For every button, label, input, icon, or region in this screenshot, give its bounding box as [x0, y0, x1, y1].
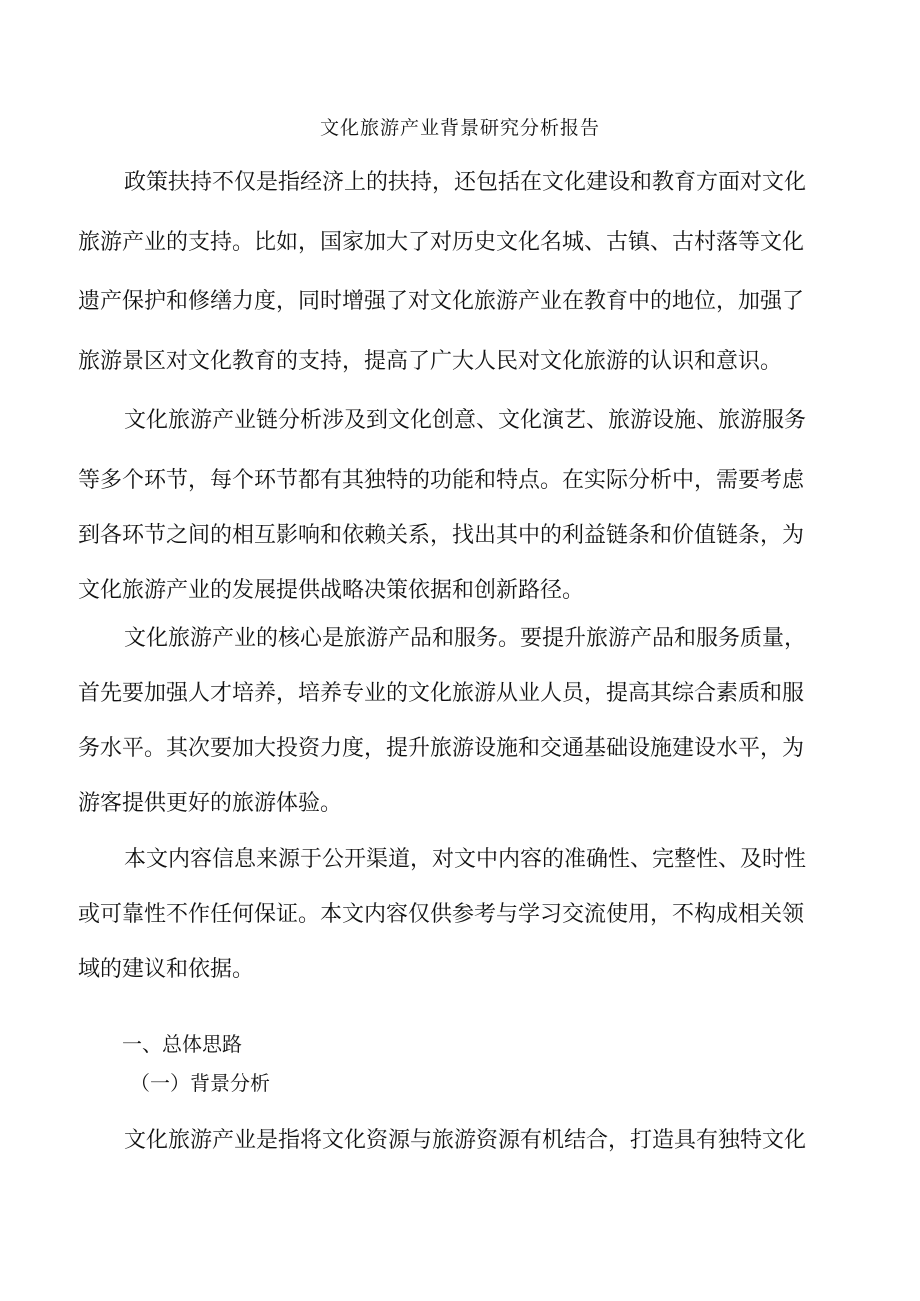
- paragraph-4-line-2: 或可靠性不作任何保证。本文内容仅供参考与学习交流使用，不构成相关领: [78, 902, 805, 927]
- paragraph-4-line-1: 本文内容信息来源于公开渠道，对文中内容的准确性、完整性、及时性: [124, 847, 807, 872]
- paragraph-1-line-1: 政策扶持不仅是指经济上的扶持，还包括在文化建设和教育方面对文化: [124, 170, 807, 195]
- paragraph-2-line-4: 文化旅游产业的发展提供战略决策依据和创新路径。: [78, 578, 585, 603]
- paragraph-5-line-1: 文化旅游产业是指将文化资源与旅游资源有机结合，打造具有独特文化: [124, 1128, 807, 1153]
- paragraph-2-line-2: 等多个环节，每个环节都有其独特的功能和特点。在实际分析中，需要考虑: [78, 468, 805, 493]
- paragraph-1-line-4: 旅游景区对文化教育的支持，提高了广大人民对文化旅游的认识和意识。: [78, 349, 783, 374]
- paragraph-4-line-3: 域的建议和依据。: [78, 957, 255, 982]
- paragraph-3-line-1: 文化旅游产业的核心是旅游产品和服务。要提升旅游产品和服务质量，: [124, 626, 807, 651]
- section-heading-1: 一、总体思路: [122, 1032, 242, 1056]
- section-heading-2: （一）背景分析: [130, 1071, 270, 1095]
- paragraph-2-line-3: 到各环节之间的相互影响和依赖关系，找出其中的利益链条和价值链条，为: [78, 523, 805, 548]
- paragraph-1-line-3: 遗产保护和修缮力度，同时增强了对文化旅游产业在教育中的地位，加强了: [78, 289, 805, 314]
- paragraph-2-line-1: 文化旅游产业链分析涉及到文化创意、文化演艺、旅游设施、旅游服务: [124, 408, 807, 433]
- paragraph-3-line-2: 首先要加强人才培养，培养专业的文化旅游从业人员，提高其综合素质和服: [78, 681, 805, 706]
- document-title: 文化旅游产业背景研究分析报告: [319, 117, 600, 139]
- paragraph-3-line-3: 务水平。其次要加大投资力度，提升旅游设施和交通基础设施建设水平，为: [78, 736, 805, 761]
- paragraph-3-line-4: 游客提供更好的旅游体验。: [78, 791, 343, 816]
- paragraph-1-line-2: 旅游产业的支持。比如，国家加大了对历史文化名城、古镇、古村落等文化: [78, 230, 805, 255]
